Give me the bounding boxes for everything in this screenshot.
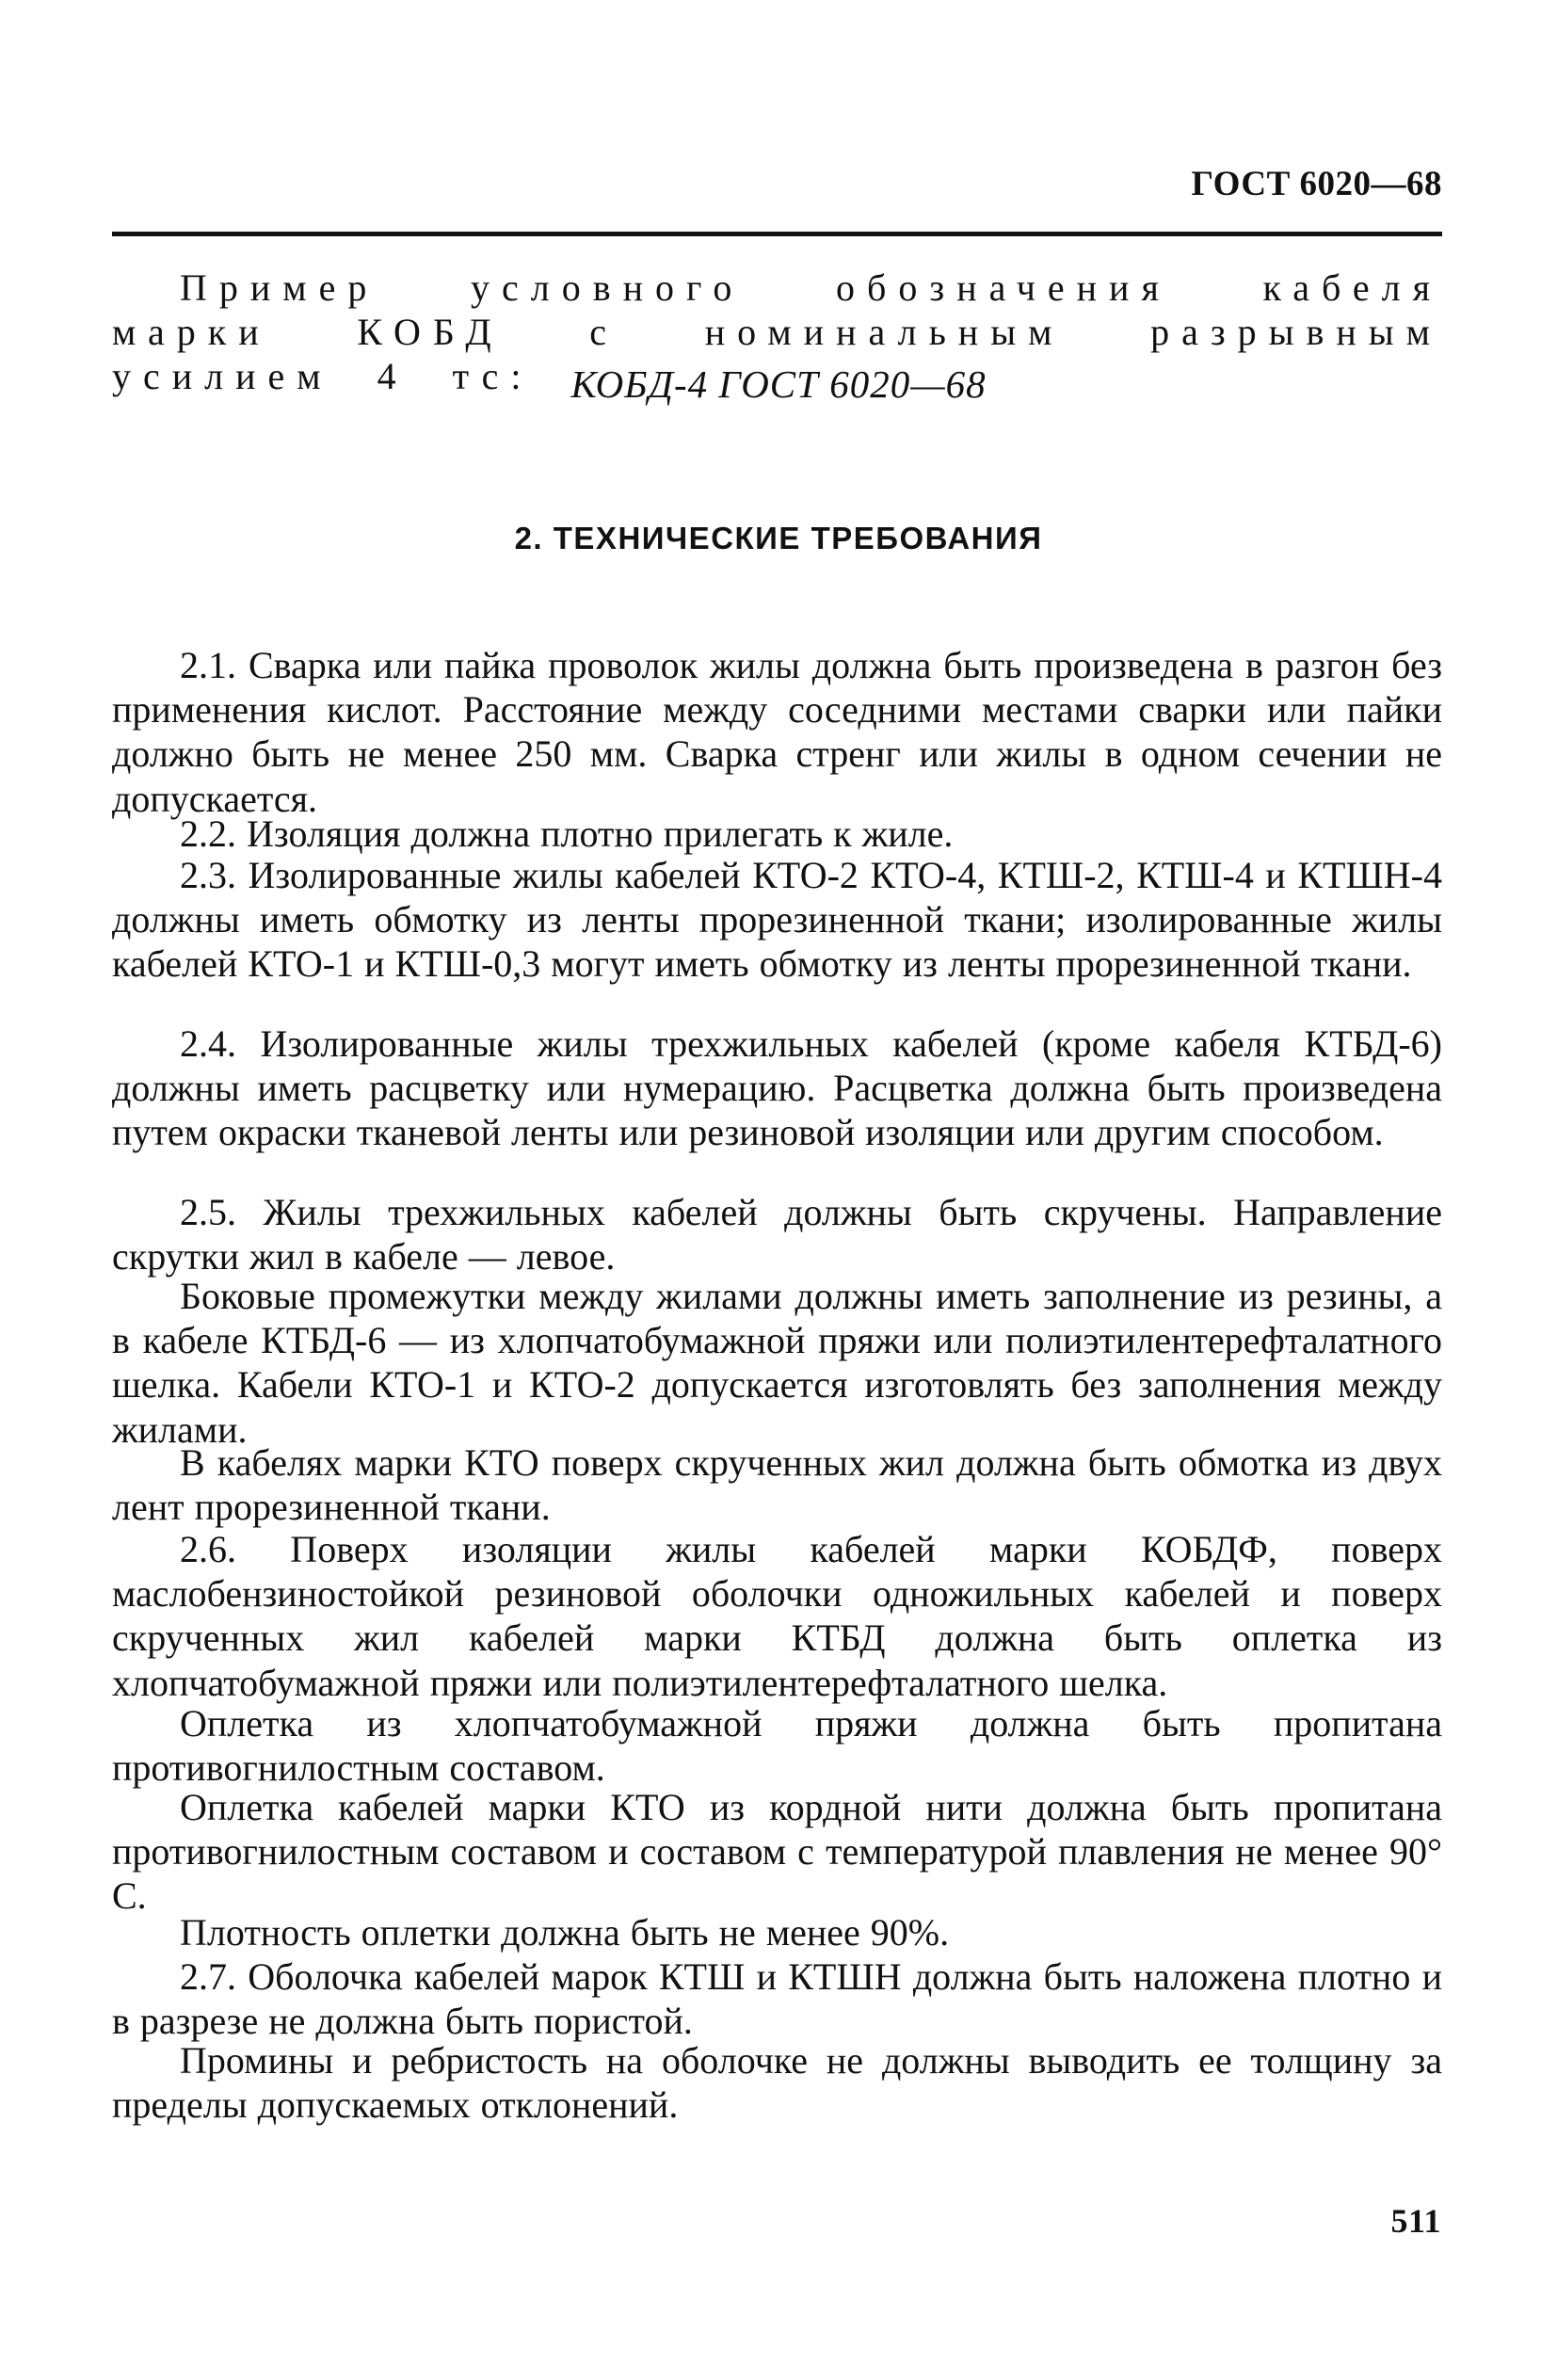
paragraph-ribbing: Промины и ребристость на оболочке не должны выводить ее толщину за пределы допускаемых отклонений.: [112, 2039, 1442, 2127]
paragraph-2-4: 2.4. Изолированные жилы трехжильных кабелей (кроме кабеля КТБД-6) должны иметь расцветку или нумерацию. Расцветка должна быть произведена путем окраски тканевой ленты или резиновой изоляции или другим способом.: [112, 1022, 1442, 1154]
paragraph-2-2: 2.2. Изоляция должна плотно прилегать к жиле.: [180, 812, 954, 855]
cable-designation: КОБД-4 ГОСТ 6020—68: [570, 362, 987, 406]
paragraph-2-5: 2.5. Жилы трехжильных кабелей должны быть скручены. Направление скрутки жил в кабеле — левое.: [112, 1191, 1442, 1278]
page-number: 511: [1390, 2202, 1441, 2240]
designation-example-intro: Пример условного обозначения кабеля марки КОБД с номинальным разрывным усилием 4 тс:: [112, 266, 1442, 398]
paragraph-kto-braid: Оплетка кабелей марки КТО из кордной нити должна быть пропитана противогнилостным составом и составом с температурой плавления не менее 90° С.: [112, 1786, 1442, 1918]
paragraph-braid-impregnation: Оплетка из хлопчатобумажной пряжи должна быть пропитана противогнилостным составом.: [112, 1702, 1442, 1790]
paragraph-filling: Боковые промежутки между жилами должны иметь заполнение из резины, а в кабеле КТБД-6 — из хлопчатобумажной пряжи или полиэтилентерефталатного шелка. Кабели КТО-1 и КТО-2 допускается изготовлять без заполнения между жилами.: [112, 1275, 1442, 1451]
paragraph-2-6: 2.6. Поверх изоляции жилы кабелей марки КОБДФ, поверх маслобензиностойкой резиновой оболочки одножильных кабелей и поверх скрученных жил кабелей марки КТБД должна быть оплетка из хлопчатобумажной пряжи или полиэтилентерефталатного шелка.: [112, 1528, 1442, 1704]
section-heading: 2. ТЕХНИЧЕСКИЕ ТРЕБОВАНИЯ: [514, 521, 1043, 555]
paragraph-braid-density: Плотность оплетки должна быть не менее 90%.: [180, 1911, 950, 1954]
page-header: [112, 141, 1442, 236]
paragraph-2-3: 2.3. Изолированные жилы кабелей КТО-2 КТО-4, КТШ-2, КТШ-4 и КТШН-4 должны иметь обмотку из ленты прорезиненной ткани; изолированные жилы кабелей КТО-1 и КТШ-0,3 могут иметь обмотку из ленты прорезиненной ткани.: [112, 854, 1442, 986]
paragraph-2-7: 2.7. Оболочка кабелей марок КТШ и КТШН должна быть наложена плотно и в разрезе не должна быть пористой.: [112, 1955, 1442, 2043]
standard-code: ГОСТ 6020—68: [1191, 165, 1442, 203]
paragraph-kto-wrapping: В кабелях марки КТО поверх скрученных жил должна быть обмотка из двух лент прорезиненной ткани.: [112, 1441, 1442, 1529]
paragraph-2-1: 2.1. Сварка или пайка проволок жилы должна быть произведена в разгон без применения кислот. Расстояние между соседними местами сварки или пайки должно быть не менее 250 мм. Сварка стренг или жилы в одном сечении не допускается.: [112, 644, 1442, 820]
